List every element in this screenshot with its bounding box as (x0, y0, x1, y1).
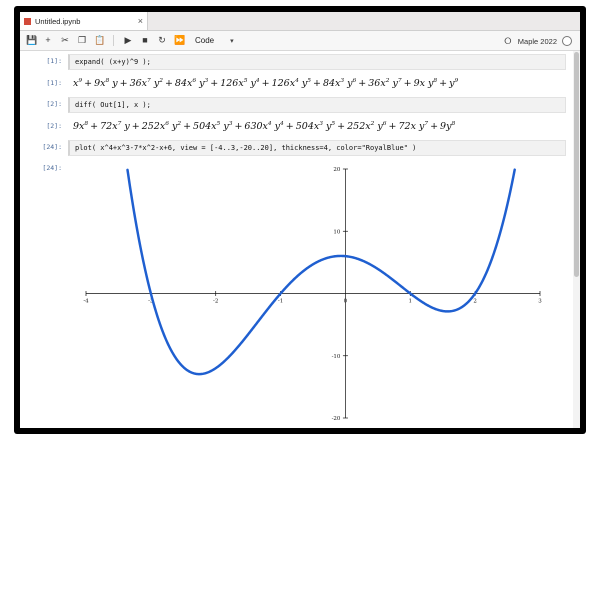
window-inner (20, 12, 580, 428)
math-expression: $9x^8 + 72x^7$ $y + 252x^6$ $y^2 + 504x^5$ $y^3 + 630x^4$ $y^4 + 504x^3$ $y^5 + 252x^2$ $y^6 + 72x$ $y^7 + 9y^8$ (73, 121, 456, 133)
code-cell[interactable] (20, 94, 572, 116)
cell-prompt: [2]: (46, 100, 62, 109)
y-tick-label: -10 (331, 354, 341, 361)
output-prompt: [24]: (42, 164, 62, 173)
add-cell-icon[interactable]: + (45, 35, 51, 45)
notebook-body (20, 51, 580, 428)
code-cell[interactable] (20, 51, 572, 73)
kernel-name: Maple 2022 (517, 36, 557, 46)
restart-run-all-icon[interactable]: ⏩ (174, 35, 186, 45)
x-tick-label: -3 (148, 298, 154, 305)
vertical-scrollbar[interactable] (573, 51, 580, 428)
x-tick-label: 2 (473, 298, 477, 305)
cell-list (20, 51, 572, 428)
plot-output-cell (20, 159, 572, 428)
cell-prompt: [24]: (42, 143, 62, 152)
toolbar-separator (113, 35, 114, 46)
plot-curve (128, 170, 515, 374)
plot-container (68, 161, 566, 426)
code-editor[interactable]: plot( x^4+x^3-7*x^2-x+6, view = [-4..3,-20..20], thickness=4, color="RoyalBlue" ) (68, 140, 566, 156)
run-icon[interactable]: ▶ (124, 35, 132, 45)
math-output (68, 76, 566, 91)
x-tick-label: -4 (83, 298, 89, 305)
function-plot (68, 161, 558, 426)
y-tick-label: 10 (333, 229, 341, 236)
x-tick-label: 3 (538, 298, 542, 305)
restart-icon[interactable]: ↻ (158, 35, 166, 45)
y-tick-label: 20 (333, 167, 341, 174)
output-cell (20, 116, 572, 137)
tab-bar (20, 12, 580, 31)
output-prompt: [1]: (46, 79, 62, 87)
x-tick-label: 0 (343, 298, 348, 305)
save-icon[interactable]: 💾 (26, 35, 38, 45)
math-expression: $x^9 + 9x^8$ $y + 36x^7$ $y^2 + 84x^6$ $y^3 + 126x^5$ $y^4 + 126x^4$ $y^5 + 84x^3$ $y^6 + 36x^2$ $y^7 + 9x$ $y^8 + y^9$ (73, 78, 459, 90)
math-output (68, 119, 566, 134)
cell-type-select[interactable] (195, 36, 234, 45)
x-tick-label: 1 (408, 298, 413, 305)
close-icon[interactable]: × (137, 15, 143, 26)
tab-untitled-notebook[interactable] (20, 12, 148, 30)
paste-icon[interactable]: 📋 (94, 35, 106, 45)
code-editor[interactable]: expand( (x+y)^9 ); (68, 54, 566, 70)
y-tick-label: -20 (331, 416, 341, 423)
chevron-down-icon: ▾ (230, 37, 234, 45)
kernel-status (503, 31, 572, 51)
kernel-logo-icon: ⭘ (504, 35, 512, 46)
notebook-icon (24, 18, 31, 25)
code-cell[interactable] (20, 137, 572, 159)
cell-prompt: [1]: (46, 57, 62, 65)
scrollbar-thumb[interactable] (574, 52, 579, 277)
code-editor[interactable]: diff( Out[1], x ); (68, 97, 566, 113)
toolbar (20, 31, 580, 51)
output-prompt: [2]: (46, 122, 62, 131)
cut-icon[interactable]: ✂ (61, 35, 69, 45)
notebook-window (14, 6, 586, 434)
cell-type-value: Code (195, 36, 215, 45)
kernel-idle-indicator[interactable] (562, 36, 572, 46)
output-cell (20, 73, 572, 94)
x-tick-label: -1 (277, 298, 284, 305)
x-tick-label: -2 (213, 298, 219, 305)
tab-title: Untitled.ipynb (35, 16, 81, 26)
copy-icon[interactable]: ❐ (77, 35, 87, 45)
stop-icon[interactable]: ■ (142, 35, 148, 45)
